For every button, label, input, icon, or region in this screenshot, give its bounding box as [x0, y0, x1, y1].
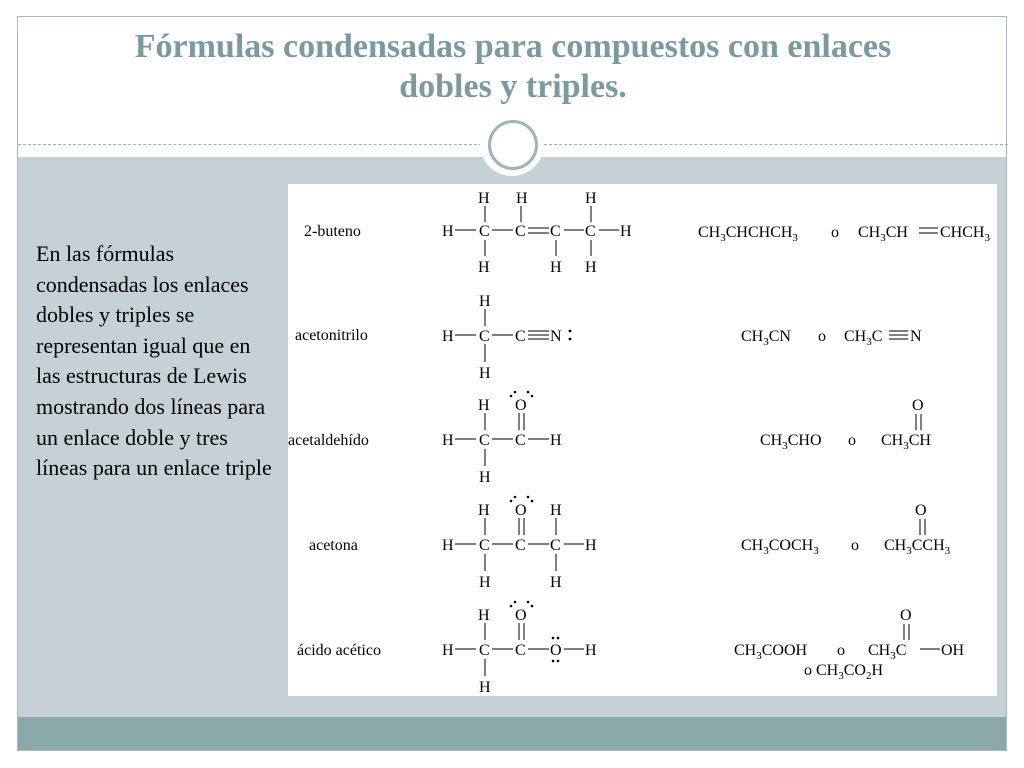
svg-text:H: H [442, 537, 454, 554]
svg-text:CH3CH: $CH_3CH$ [858, 224, 908, 244]
svg-text:O: O [515, 502, 527, 519]
lewis-structure [442, 601, 597, 696]
row-acetonitrilo [295, 293, 922, 382]
structures-figure [288, 184, 997, 696]
svg-text:C: C [515, 432, 526, 449]
svg-text:N: N [910, 328, 922, 345]
svg-text:H: H [585, 537, 597, 554]
svg-text:o: o [831, 224, 839, 241]
condensed-formula [741, 328, 922, 348]
svg-text:CH3C: $CH_3C$ [844, 328, 883, 348]
svg-text:C: C [479, 223, 490, 240]
svg-text:O: O [515, 607, 527, 624]
svg-text:C: C [479, 537, 490, 554]
svg-text:O: O [515, 397, 527, 414]
svg-text:C: C [479, 432, 490, 449]
svg-text:H: H [479, 574, 491, 591]
svg-text:H: H [478, 190, 490, 207]
svg-text:C: C [515, 642, 526, 659]
svg-text:O: O [550, 642, 562, 659]
svg-text:H: H [516, 190, 528, 207]
body-text: En las fórmulas condensadas los enlaces dobles y triples se representan igual que en las estructuras de Lewis mostrando dos líneas para un enlace doble y tres líneas para un enlace triple [36, 241, 272, 481]
lewis-structure [442, 496, 597, 591]
svg-text:H: H [478, 397, 490, 414]
svg-text:H: H [479, 469, 491, 486]
compound-name: ácido acético [297, 642, 381, 659]
svg-text:C: C [479, 642, 490, 659]
svg-text:o: o [837, 642, 845, 659]
svg-text:O: O [900, 607, 912, 624]
condensed-formula [760, 397, 931, 452]
compound-name: 2-buteno [304, 223, 361, 240]
title-line-2: dobles y triples. [399, 68, 627, 105]
compound-name: acetona [309, 537, 358, 554]
svg-text:CH3CN: $CH_3CN$ [741, 328, 791, 348]
svg-text:H: H [585, 259, 597, 276]
svg-text:H: H [550, 574, 562, 591]
svg-text:o: o [851, 537, 859, 554]
title-line-1: Fórmulas condensadas para compuestos con enlaces [134, 28, 892, 65]
svg-text:CH3CH: $CH_3CH$ [881, 432, 931, 452]
svg-text:CH3CHO: $CH_3CHO$ [760, 432, 822, 452]
svg-text:O: O [915, 502, 927, 519]
slide-title [18, 27, 1008, 107]
svg-text:H: H [478, 502, 490, 519]
svg-text:C: C [550, 223, 561, 240]
svg-text:CH3CHCHCH3: $CH_3CHCHCH_3$ [698, 224, 798, 244]
condensed-formula [698, 224, 990, 244]
svg-text:H: H [442, 642, 454, 659]
slide [17, 16, 1007, 751]
lewis-structure [442, 293, 571, 382]
svg-text:H: H [442, 432, 454, 449]
svg-text:H: H [478, 607, 490, 624]
footer-bar [18, 717, 1006, 750]
svg-text:CH3COCH3: $CH_3COCH_3$ [741, 537, 819, 557]
svg-text:CH3C: $CH_3C$ [868, 642, 907, 662]
divider-ornament [480, 112, 544, 176]
svg-text:H: H [478, 259, 490, 276]
svg-text:C: C [550, 537, 561, 554]
svg-text:o CH3CO2H: o $CH_3CO_2H$ [804, 662, 884, 682]
svg-text:OH: OH [941, 642, 965, 659]
svg-text:N: N [550, 328, 562, 345]
svg-text:C: C [515, 223, 526, 240]
svg-text:H: H [479, 293, 491, 310]
condensed-formula [741, 502, 951, 557]
svg-text:H: H [442, 223, 454, 240]
svg-text:C: C [585, 223, 596, 240]
lewis-structure [442, 391, 562, 486]
svg-text:H: H [479, 365, 491, 382]
compound-name: acetaldehído [288, 432, 369, 449]
svg-text:H: H [479, 679, 491, 696]
svg-text:o: o [848, 432, 856, 449]
svg-text:CH3COOH: $CH_3COOH$ [734, 642, 808, 662]
row-acetaldehido [288, 391, 931, 486]
ring-icon [488, 120, 538, 170]
svg-text:H: H [442, 328, 454, 345]
svg-text:H: H [585, 190, 597, 207]
svg-text:O: O [912, 397, 924, 414]
svg-text:H: H [550, 502, 562, 519]
row-2-buteno [304, 190, 990, 276]
svg-text:H: H [550, 259, 562, 276]
svg-text:o: o [818, 328, 826, 345]
svg-text:H: H [550, 432, 562, 449]
svg-text:C: C [515, 537, 526, 554]
svg-text:H: H [585, 642, 597, 659]
row-acetona [309, 496, 951, 591]
svg-text:CHCH3: $CHCH_3$ [940, 224, 990, 244]
condensed-formula [734, 607, 965, 682]
svg-text:C: C [515, 328, 526, 345]
svg-text:CH3CCH3: $CH_3CCH_3$ [884, 537, 951, 557]
lewis-structure [442, 190, 632, 276]
svg-text:H: H [620, 223, 632, 240]
compound-name: acetonitrilo [295, 327, 368, 344]
row-acido-acetico [297, 601, 965, 696]
svg-text:C: C [479, 328, 490, 345]
